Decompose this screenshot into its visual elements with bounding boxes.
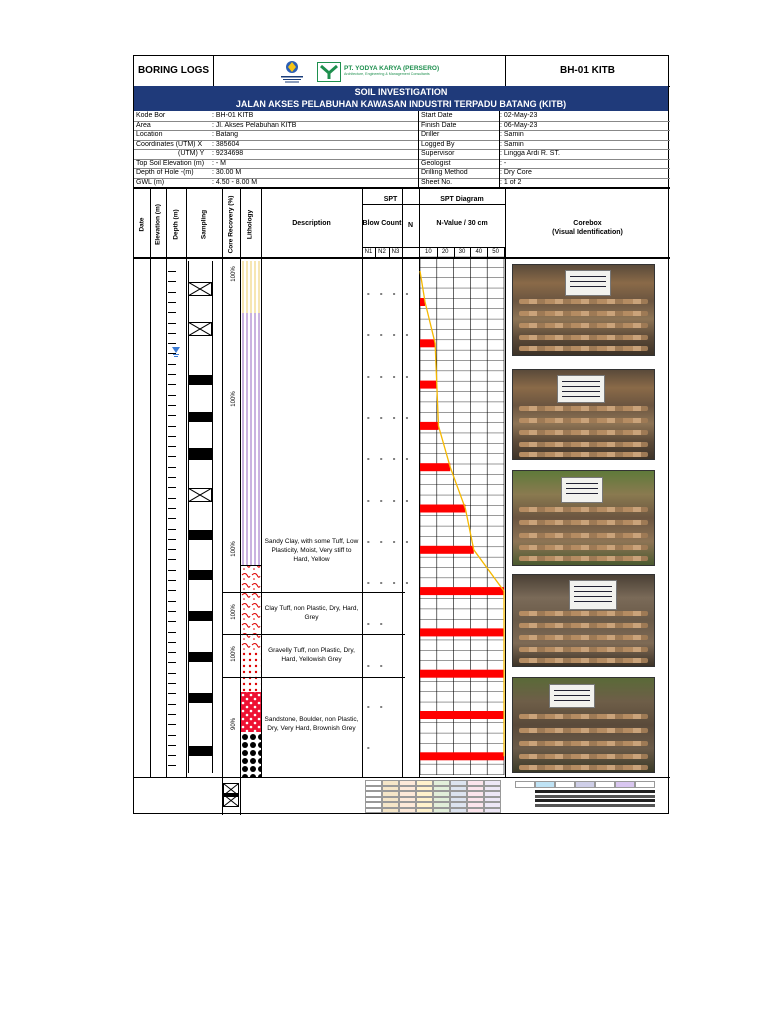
legend-swatch	[416, 808, 433, 814]
depth-tick	[168, 374, 176, 375]
depth-tick	[168, 292, 176, 293]
depth-tick	[168, 364, 176, 365]
col-n: N	[407, 222, 414, 229]
legend-swatch	[450, 808, 467, 814]
col-n1: N1	[364, 249, 373, 255]
depth-tick	[168, 570, 176, 571]
legend-pattern	[535, 795, 655, 798]
depth-tick	[168, 487, 176, 488]
legend-swatch	[555, 781, 575, 788]
col-blow-count: Blow Count	[362, 220, 402, 227]
depth-tick	[168, 559, 176, 560]
corebox-photo-2	[512, 369, 655, 460]
info-label: (UTM) Y	[178, 150, 205, 157]
col-depth: Depth (m)	[172, 209, 180, 240]
info-value: : Samin	[500, 131, 524, 138]
blow-count: - - - -	[367, 578, 413, 588]
info-value: : -	[500, 159, 507, 167]
depth-tick	[168, 312, 176, 313]
info-label: Drilling Method	[421, 169, 468, 176]
recovery-label-2: 100%	[231, 391, 237, 407]
info-label: Start Date	[421, 112, 453, 119]
depth-tick	[168, 539, 176, 540]
info-value: : Samin	[500, 140, 524, 148]
depth-tick	[168, 271, 176, 272]
col-corebox: Corebox	[573, 220, 602, 227]
recovery-label-6: 90%	[231, 718, 237, 731]
company-subtitle: Architecture, Engineering & Management Consultants	[344, 72, 430, 76]
depth-tick	[168, 343, 176, 344]
col-sampling: Sampling	[200, 209, 208, 240]
sample-marker	[188, 412, 212, 422]
info-value: : 4.50 - 8.00 M	[212, 178, 258, 186]
depth-tick	[168, 415, 176, 416]
col-elevation: Elevation (m)	[154, 204, 162, 245]
sample-marker	[188, 570, 212, 580]
info-value: : 9234698	[212, 150, 244, 157]
description-3: Gravelly Tuff, non Plastic, Dry, Hard, Yellowish Grey	[268, 647, 355, 663]
spt-bar-4	[420, 422, 438, 430]
depth-tick	[168, 683, 176, 684]
legend-swatch	[399, 808, 416, 814]
info-value: : 1 of 2	[500, 178, 522, 186]
info-label: GWL (m)	[136, 178, 165, 186]
depth-tick	[168, 755, 176, 756]
legend-swatch	[515, 781, 535, 788]
legend-swatch	[382, 808, 399, 814]
col-nvalue: N-Value / 30 cm	[436, 220, 488, 227]
depth-tick	[168, 693, 176, 694]
corebox-photo-1	[512, 264, 655, 356]
spt-bar-5	[420, 463, 450, 471]
info-label: Coordinates (UTM) X	[136, 140, 203, 148]
depth-tick	[168, 498, 176, 499]
info-value: : Jl. Akses Pelabuhan KITB	[212, 121, 297, 129]
spt-bar-9	[420, 628, 504, 636]
blow-count: - - - -	[367, 330, 413, 340]
bore-code: BH-01 KITB	[559, 65, 615, 76]
depth-tick	[168, 590, 176, 591]
legend-swatch	[433, 808, 450, 814]
spt-bar-10	[420, 670, 504, 678]
depth-tick	[168, 642, 176, 643]
recovery-label-1: 100%	[231, 266, 237, 282]
legend-pattern	[535, 790, 655, 793]
blow-count: - - - -	[367, 412, 413, 422]
depth-tick	[168, 426, 176, 427]
band-title: SOIL INVESTIGATION	[134, 86, 668, 98]
spt-bar-8	[420, 587, 504, 595]
info-value: : 06-May-23	[500, 121, 538, 129]
spt-bar-6	[420, 505, 465, 513]
depth-tick	[168, 477, 176, 478]
boring-log-sheet	[133, 55, 669, 814]
info-value: : 385604	[212, 140, 240, 148]
legend-swatch	[595, 781, 615, 788]
spt-bar-11	[420, 711, 504, 719]
company-name: PT. YODYA KARYA (PERSERO)	[344, 65, 440, 72]
sample-marker	[188, 530, 212, 540]
description-1: Sandy Clay, with some Tuff, Low Plasticity, Moist, Very stiff to Hard, Yellow	[264, 538, 359, 563]
corebox-photo-3	[512, 470, 655, 566]
spt-bar-7	[420, 546, 474, 554]
legend-swatch	[615, 781, 635, 788]
blow-count: - - - -	[367, 371, 413, 381]
nvalue-tick-label: 10	[425, 249, 432, 255]
band-subtitle: JALAN AKSES PELABUHAN KAWASAN INDUSTRI TERPADU BATANG (KITB)	[134, 98, 668, 111]
corebox-photo-4	[512, 574, 655, 667]
depth-tick	[168, 621, 176, 622]
blow-count: - -	[367, 702, 387, 711]
legend-swatch	[467, 808, 484, 814]
depth-tick	[168, 508, 176, 509]
recovery-label-5: 100%	[231, 646, 237, 662]
nvalue-tick-label: 30	[458, 249, 466, 255]
spt-chart	[419, 247, 505, 777]
sampling-legend-icon	[223, 783, 239, 807]
depth-tick	[168, 467, 176, 468]
depth-tick	[168, 384, 176, 385]
info-label: Top Soil Elevation (m)	[136, 159, 205, 167]
recovery-label-3: 100%	[231, 541, 237, 557]
nvalue-tick-label: 20	[441, 249, 449, 255]
government-logo	[275, 59, 309, 85]
depth-tick	[168, 405, 176, 406]
sample-marker	[188, 488, 212, 502]
depth-tick	[168, 765, 176, 766]
legend-pattern	[535, 804, 655, 807]
depth-tick	[168, 724, 176, 725]
col-spt-diagram: SPT Diagram	[440, 196, 484, 203]
info-value: : Batang	[212, 131, 239, 138]
blow-count: - - - -	[367, 495, 413, 505]
nvalue-tick-label: 50	[492, 249, 499, 255]
legend-swatch	[535, 781, 555, 788]
depth-tick	[168, 281, 176, 282]
depth-tick	[168, 323, 176, 324]
col-n2: N2	[378, 249, 386, 255]
nvalue-tick-label: 40	[475, 249, 483, 255]
depth-tick	[168, 673, 176, 674]
blow-count: - - - -	[367, 536, 413, 546]
blow-count: - -	[367, 619, 387, 629]
info-label: Supervisor	[421, 150, 455, 157]
depth-tick	[168, 632, 176, 633]
info-label: Finish Date	[421, 121, 457, 129]
spt-bar-3	[420, 381, 437, 389]
info-label: Logged By	[421, 140, 455, 148]
legend-swatch	[635, 781, 655, 788]
col-spt: SPT	[383, 196, 398, 203]
sample-marker	[188, 611, 212, 621]
info-label: Geologist	[421, 159, 451, 167]
sample-marker	[188, 322, 212, 336]
recovery-label-4: 100%	[231, 604, 237, 620]
blow-count: - - - -	[367, 454, 413, 464]
blow-count: - -	[367, 660, 387, 670]
sample-marker	[188, 746, 212, 756]
log-title: BORING LOGS	[137, 65, 210, 76]
depth-tick	[168, 704, 176, 705]
col-date: Date	[138, 217, 146, 232]
depth-tick	[168, 549, 176, 550]
sample-marker	[188, 693, 212, 703]
blow-count: - - - -	[367, 289, 413, 298]
depth-tick	[168, 735, 176, 736]
depth-tick	[168, 652, 176, 653]
depth-tick	[168, 456, 176, 457]
spt-bar-2	[420, 339, 435, 347]
legend-swatch	[365, 808, 382, 814]
col-corebox-sub: (Visual Identification)	[552, 229, 623, 236]
company-logo-icon	[317, 62, 341, 82]
depth-tick	[168, 714, 176, 715]
depth-tick	[168, 601, 176, 602]
description-2: Clay Tuff, non Plastic, Dry, Hard, Grey	[264, 605, 359, 621]
depth-tick	[168, 302, 176, 303]
depth-tick	[168, 611, 176, 612]
col-n3: N3	[391, 249, 400, 255]
sample-marker	[188, 652, 212, 662]
corebox-photo-5	[512, 677, 655, 773]
info-value: : Dry Core	[500, 169, 532, 176]
info-label: Area	[136, 121, 151, 129]
legend-swatch	[484, 808, 501, 814]
info-value: : 30.00 M	[212, 169, 242, 176]
depth-tick	[168, 529, 176, 530]
sample-marker	[188, 375, 212, 385]
info-value: : 02-May-23	[500, 112, 538, 119]
legend-swatch	[575, 781, 595, 788]
description-4: Sandstone, Boulder, non Plastic, Dry, Very Hard, Brownish Grey	[264, 716, 359, 732]
col-lithology: Lithology	[246, 209, 254, 240]
info-value: : BH-01 KITB	[212, 112, 254, 119]
info-label: Location	[136, 131, 163, 138]
info-value: : Lingga Ardi R. ST.	[500, 150, 560, 157]
depth-tick	[168, 436, 176, 437]
sample-marker	[188, 282, 212, 296]
info-label: Sheet No.	[421, 178, 453, 186]
info-label: Depth of Hole -(m)	[136, 169, 194, 176]
depth-tick	[168, 446, 176, 447]
info-label: Driller	[421, 131, 440, 138]
col-description: Description	[292, 220, 331, 227]
info-value: : - M	[212, 159, 226, 167]
depth-tick	[168, 745, 176, 746]
groundwater-level-icon	[171, 345, 181, 357]
depth-tick	[168, 662, 176, 663]
sample-marker	[188, 448, 212, 460]
lithology-column	[241, 261, 261, 777]
depth-tick	[168, 518, 176, 519]
depth-tick	[168, 333, 176, 334]
spt-bar-12	[420, 752, 504, 760]
depth-tick	[168, 580, 176, 581]
col-core-recovery: Core Recovery (%)	[227, 195, 235, 254]
depth-tick	[168, 395, 176, 396]
legend-pattern	[535, 799, 655, 802]
info-label: Kode Bor	[136, 112, 166, 119]
blow-count: -	[367, 743, 374, 753]
